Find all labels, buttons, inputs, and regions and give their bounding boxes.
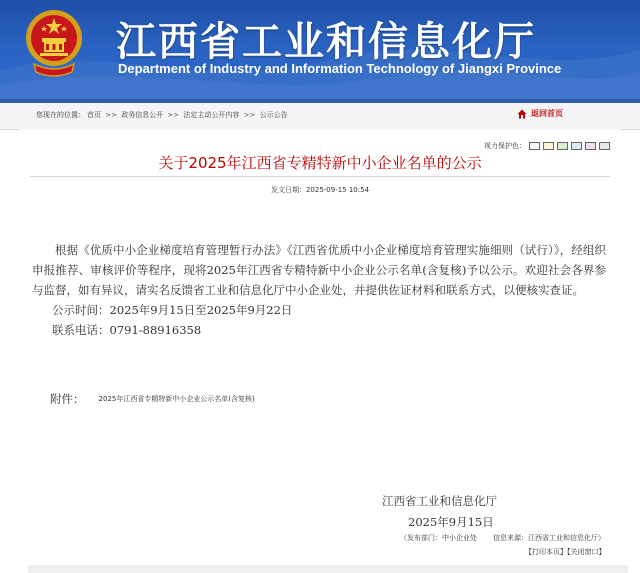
breadcrumb-bar (0, 103, 640, 130)
national-emblem-icon (22, 4, 86, 84)
signature-date: 2025年9月15日 (408, 515, 494, 529)
breadcrumb-separator: >> (243, 111, 256, 119)
announcement-period: 公示时间：2025年9月15日至2025年9月22日 (52, 303, 293, 317)
vision-protection-bar (484, 141, 610, 151)
attachment-label: 附件： (50, 392, 85, 406)
vision-color-swatch[interactable] (529, 142, 540, 150)
bottom-bar (28, 565, 628, 573)
home-icon (517, 109, 527, 119)
vision-color-swatch[interactable] (543, 142, 554, 150)
header-banner (0, 0, 640, 103)
article-meta (400, 533, 605, 543)
vision-label: 视力保护色： (484, 142, 526, 150)
breadcrumb-separator: >> (105, 111, 117, 119)
contact-phone: 联系电话：0791-88916358 (52, 323, 202, 337)
back-home-link[interactable] (517, 108, 563, 119)
article-paragraph: 根据《优质中小企业梯度培育管理暂行办法》《江西省优质中小企业梯度培育管理实施细则（试行）》，经组织申报推荐、审核评价等程序，现将2025年江西省专精特新中小企业公示名单(含复核)予以公示。欢迎社会各界参与监督，如有异议，请实名反馈省工业和信息化厅中小企业处，并提供佐证材料和联系方式，以便核实查证。 (32, 243, 606, 297)
breadcrumb-prefix: 您现在的位置： (36, 111, 85, 119)
vision-color-swatch[interactable] (585, 142, 596, 150)
back-home-label: 返回首页 (531, 108, 563, 118)
site-title-english: Department of Industry and Information Technology of Jiangxi Province (118, 61, 562, 76)
page-actions (525, 547, 606, 557)
vision-color-swatch[interactable] (599, 142, 610, 150)
article-title: 关于2025年江西省专精特新中小企业名单的公示 (158, 154, 482, 172)
attachment-row (50, 391, 255, 407)
title-divider (30, 176, 610, 177)
breadcrumb-item-statutory[interactable]: 法定主动公开内容 (183, 111, 240, 119)
print-page-link[interactable]: 【打印本页】 (525, 548, 567, 556)
article-container (20, 129, 620, 573)
information-source: 信息来源：江西省工业和信息化厅） (493, 534, 605, 542)
site-title: 江西省工业和信息化厅 (116, 19, 536, 65)
breadcrumb-item-home[interactable]: 首页 (87, 111, 101, 119)
signature-organization: 江西省工业和信息化厅 (382, 494, 497, 508)
attachment-link[interactable]: 2025年江西省专精特新中小企业公示名单(含复核) (98, 395, 255, 403)
breadcrumb (36, 110, 290, 120)
publish-department: （发布部门：中小企业处 (400, 534, 477, 542)
breadcrumb-item-gov-info[interactable]: 政务信息公开 (121, 111, 164, 119)
close-window-link[interactable]: 【关闭窗口】 (567, 548, 606, 556)
vision-color-swatch[interactable] (571, 142, 582, 150)
vision-color-swatch[interactable] (557, 142, 568, 150)
breadcrumb-separator: >> (167, 111, 180, 119)
breadcrumb-item-announcements[interactable]: 公示公告 (259, 111, 288, 119)
article-body (32, 240, 606, 340)
publish-date: 发文日期：2025-09-15 10:54 (270, 186, 370, 194)
